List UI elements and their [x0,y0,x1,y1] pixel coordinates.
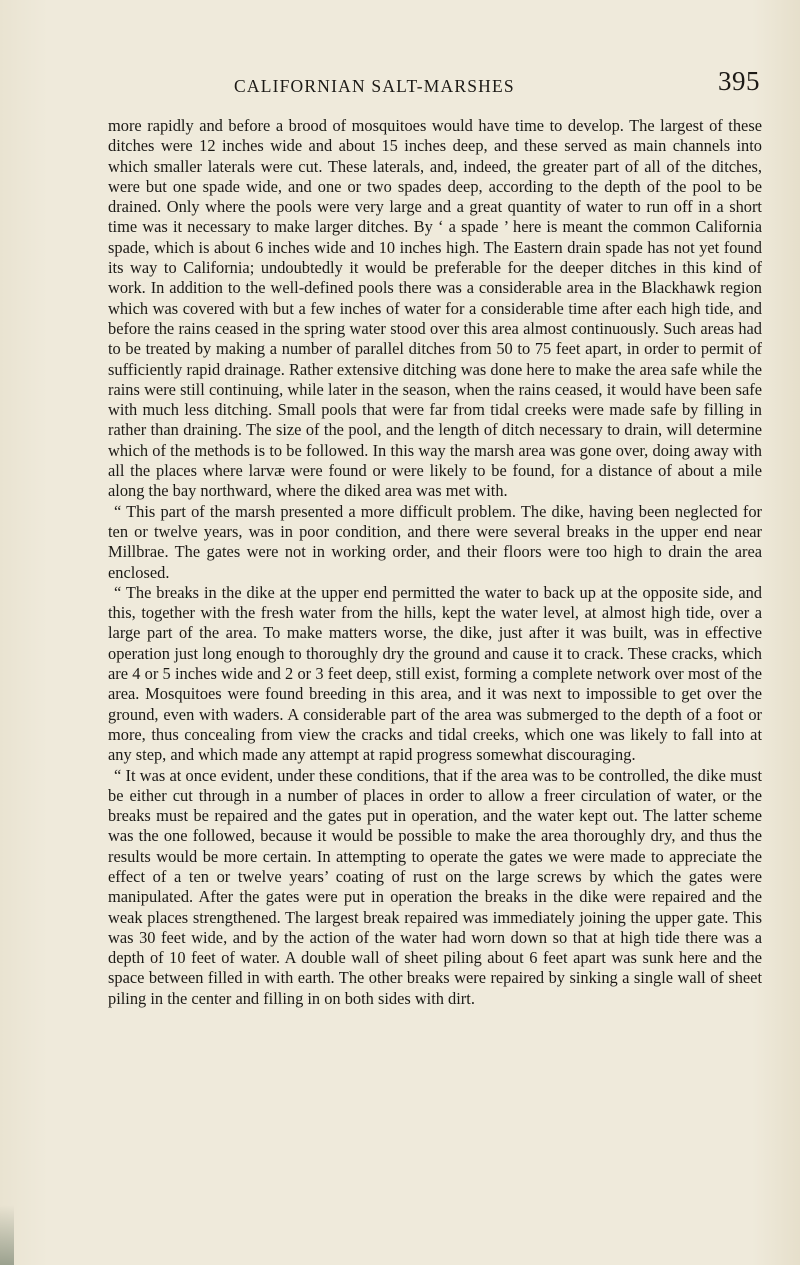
running-head: CALIFORNIAN SALT-MARSHES [234,76,515,96]
body-text [108,116,762,1009]
paragraph: “ This part of the marsh presented a more difficult problem. The dike, having been neglected for ten or twelve years, was in poor condition, and there were several breaks in the upper end near Millbrae. The gates were not in working order, and their floors were too high to drain the area enclosed. [108,501,762,582]
paragraph: “ The breaks in the dike at the upper end permitted the water to back up at the opposite side, and this, together with the fresh water from the hills, kept the water level, at almost high tide, over a large part of the area. To make matters worse, the dike, just after it was built, was in effective operation just long enough to thoroughly dry the ground and cause it to crack. These cracks, which are 4 or 5 inches wide and 2 or 3 feet deep, still exist, forming a complete network over most of the area. Mosquitoes were found breeding in this area, and it was next to impossible to get over the ground, even with waders. A considerable part of the area was submerged to the depth of a foot or more, thus concealing from view the cracks and tidal creeks, which one was likely to fall into at any step, and which made any attempt at rapid progress somewhat discouraging. [108,582,762,765]
paragraph: more rapidly and before a brood of mosquitoes would have time to develop. The largest of these ditches were 12 inches wide and about 15 inches deep, and these served as main channels into which smaller laterals were cut. These laterals, and, indeed, the greater part of all of the ditches, were but one spade wide, and one or two spades deep, according to the depth of the pool to be drained. Only where the pools were very large and a great quantity of water to run off in a short time was it necessary to make larger ditches. By ‘ a spade ’ here is meant the common California spade, which is about 6 inches wide and 10 inches high. The Eastern drain spade has not yet found its way to California; undoubtedly it would be preferable for the deeper ditches in this kind of work. In addition to the well-defined pools there was a considerable area in the Blackhawk region which was covered with but a few inches of water for a considerable time after each high tide, and before the rains ceased in the spring water stood over this area almost continuously. Such areas had to be treated by making a number of parallel ditches from 50 to 75 feet apart, in order to permit of sufficiently rapid drainage. Rather extensive ditching was done here to make the area safe while the rains were still continuing, while later in the season, when the rains ceased, it would have been safe with much less ditching. Small pools that were far from tidal creeks were made safe by filling in rather than draining. The size of the pool, and the length of ditch necessary to drain, will determine which of the methods is to be followed. In this way the marsh area was gone over, doing away with all the places where larvæ were found or were likely to be found, for a distance of about a mile along the bay northward, where the diked area was met with. [108,116,762,501]
paragraph: “ It was at once evident, under these conditions, that if the area was to be controlled, the dike must be either cut through in a number of places in order to allow a freer circulation of water, or the breaks must be repaired and the gates put in operation, and the water kept out. The latter scheme was the one followed, because it would be possible to make the area thoroughly dry, and thus the results would be more certain. In attempting to operate the gates we were made to appreciate the effect of a ten or twelve years’ coating of rust on the large screws by which the gates were manipulated. After the gates were put in operation the breaks in the dike were repaired and the weak places strengthened. The largest break repaired was immediately joining the upper gate. This was 30 feet wide, and by the action of the water had worn down so that at high tide there was a depth of 10 feet of water. A double wall of sheet piling about 6 feet apart was sunk here and the space between filled in with earth. The other breaks were repaired by sinking a single wall of sheet piling in the center and filling in on both sides with dirt. [108,765,762,1008]
page-edge-shadow [0,1205,14,1265]
page-header [108,66,760,102]
page-number: 395 [718,66,760,96]
